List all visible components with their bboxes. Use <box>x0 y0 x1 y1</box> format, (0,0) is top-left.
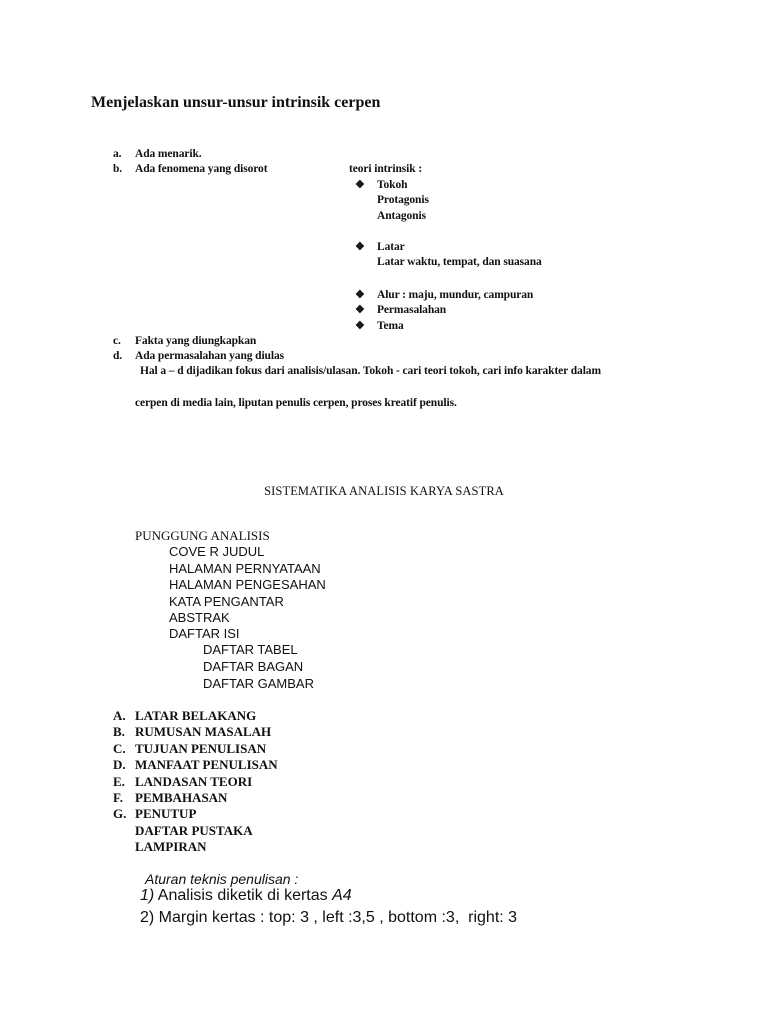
list-item <box>113 350 284 362</box>
bullet-sub-item: Antagonis <box>377 210 426 222</box>
chapter-text: PEMBAHASAN <box>135 790 228 805</box>
chapter-letter: G. <box>113 806 127 821</box>
aturan-heading: Aturan teknis penulisan : <box>145 871 299 887</box>
bullet-item <box>355 178 407 191</box>
list-text: Fakta yang diungkapkan <box>135 335 257 347</box>
paragraph-line: cerpen di media lain, liputan penulis cerpen, proses kreatif penulis. <box>135 397 457 409</box>
toc-item: DAFTAR ISI <box>169 626 240 641</box>
list-marker: a. <box>113 148 122 160</box>
toc-item: HALAMAN PERNYATAAN <box>169 561 321 576</box>
chapter-letter: F. <box>113 790 123 805</box>
toc-item: KATA PENGANTAR <box>169 594 284 609</box>
bullet-item <box>355 240 405 253</box>
chapter-text: LANDASAN TEORI <box>135 774 253 789</box>
toc-sub-item: DAFTAR TABEL <box>203 642 298 657</box>
rule-paper-size: A4 <box>332 887 352 904</box>
chapter-item <box>113 774 252 790</box>
list-marker: d. <box>113 350 123 362</box>
bullet-text: Tokoh <box>377 179 408 191</box>
teori-label: teori intrinsik : <box>349 163 423 175</box>
punggung-heading: PUNGGUNG ANALISIS <box>135 528 270 543</box>
section-title: SISTEMATIKA ANALISIS KARYA SASTRA <box>264 484 504 498</box>
list-text: Ada fenomena yang disorot <box>135 163 268 175</box>
bullet-text: Permasalahan <box>377 304 447 316</box>
bullet-item <box>355 288 533 301</box>
list-marker: b. <box>113 163 123 175</box>
toc-item: ABSTRAK <box>169 610 230 625</box>
rule-line: 2) Margin kertas : top: 3 , left :3,5 , bottom :3, right: 3 <box>140 909 518 926</box>
chapter-item <box>113 757 278 773</box>
chapter-item <box>113 806 196 822</box>
list-item <box>113 335 256 347</box>
toc-sub-item: DAFTAR BAGAN <box>203 659 304 674</box>
rule-line <box>140 887 352 905</box>
chapter-item <box>113 741 266 757</box>
chapter-letter: A. <box>113 708 126 723</box>
chapter-item <box>113 708 256 724</box>
list-text: Ada menarik. <box>135 148 202 160</box>
list-text: Ada permasalahan yang diulas <box>135 350 284 362</box>
page-title: Menjelaskan unsur-unsur intrinsik cerpen <box>91 94 381 111</box>
chapter-text: LAMPIRAN <box>135 839 207 854</box>
rule-text: Analisis diketik di kertas <box>154 887 333 904</box>
bullet-item <box>355 319 404 332</box>
bullet-sub-item: Protagonis <box>377 194 429 206</box>
chapter-item <box>113 790 227 806</box>
diamond-bullet-icon: ❖ <box>355 320 365 332</box>
paragraph-line: Hal a – d dijadikan fokus dari analisis/ulasan. Tokoh - cari teori tokoh, cari info karakter dalam <box>140 365 601 377</box>
toc-sub-item: DAFTAR GAMBAR <box>203 676 314 691</box>
toc-item: HALAMAN PENGESAHAN <box>169 577 326 592</box>
bullet-text: Alur : maju, mundur, campuran <box>377 289 534 301</box>
list-item <box>113 148 202 160</box>
bullet-item <box>355 303 446 316</box>
chapter-item <box>113 823 253 839</box>
bullet-text: Latar <box>377 241 405 253</box>
diamond-bullet-icon: ❖ <box>355 241 365 253</box>
diamond-bullet-icon: ❖ <box>355 179 365 191</box>
diamond-bullet-icon: ❖ <box>355 304 365 316</box>
chapter-letter: C. <box>113 741 126 756</box>
bullet-text: Tema <box>377 320 404 332</box>
rule-number: 1) <box>140 887 155 904</box>
bullet-sub-item: Latar waktu, tempat, dan suasana <box>377 256 542 268</box>
chapter-text: RUMUSAN MASALAH <box>135 724 272 739</box>
toc-item: COVE R JUDUL <box>169 544 265 559</box>
chapter-letter: E. <box>113 774 125 789</box>
chapter-item <box>113 839 207 855</box>
chapter-text: PENUTUP <box>135 806 197 821</box>
chapter-letter: D. <box>113 757 126 772</box>
chapter-letter: B. <box>113 724 125 739</box>
diamond-bullet-icon: ❖ <box>355 289 365 301</box>
list-marker: c. <box>113 335 121 347</box>
chapter-text: MANFAAT PENULISAN <box>135 757 278 772</box>
chapter-text: TUJUAN PENULISAN <box>135 741 267 756</box>
chapter-text: LATAR BELAKANG <box>135 708 257 723</box>
list-item <box>113 163 267 175</box>
chapter-text: DAFTAR PUSTAKA <box>135 823 253 838</box>
chapter-item <box>113 724 271 740</box>
